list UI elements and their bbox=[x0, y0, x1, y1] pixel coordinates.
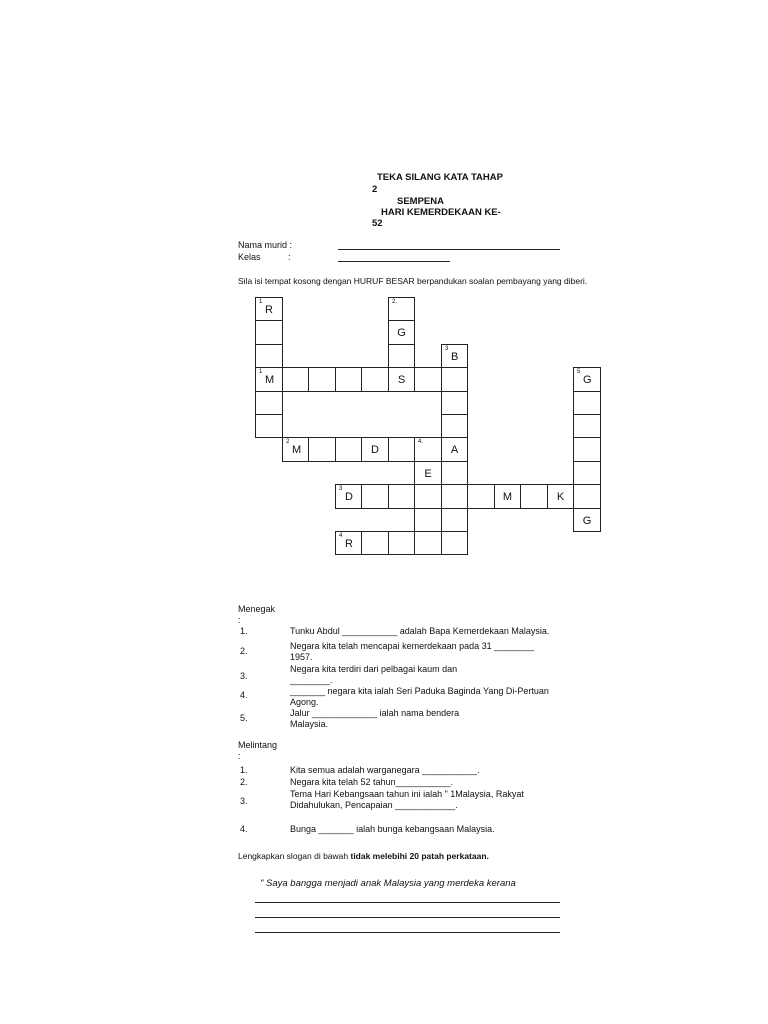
worksheet-occasion: HARI KEMERDEKAAN KE- bbox=[381, 207, 501, 218]
across-clue-number: 1. bbox=[240, 765, 248, 775]
clue-number: 4 bbox=[339, 533, 343, 539]
crossword-cell[interactable] bbox=[361, 484, 389, 509]
down-clue-number: 5. bbox=[240, 713, 248, 723]
down-clue-text: _______ negara kita ialah Seri Paduka Baginda Yang Di-Pertuan Agong. bbox=[290, 686, 549, 707]
crossword-cell[interactable] bbox=[414, 367, 442, 392]
crossword-cell[interactable] bbox=[388, 437, 415, 462]
crossword-cell[interactable] bbox=[282, 367, 309, 392]
crossword-cell[interactable] bbox=[414, 437, 442, 462]
clue-number: 3 bbox=[339, 486, 343, 492]
clue-number: 4. bbox=[418, 439, 424, 445]
crossword-cell[interactable] bbox=[255, 414, 283, 438]
crossword-cell[interactable] bbox=[441, 414, 468, 438]
crossword-cell[interactable] bbox=[467, 484, 495, 509]
crossword-cell[interactable] bbox=[361, 367, 389, 392]
clue-number: 2 bbox=[286, 439, 290, 445]
crossword-cell[interactable] bbox=[494, 484, 521, 509]
crossword-cell[interactable] bbox=[573, 508, 601, 532]
clue-number: 5 bbox=[577, 369, 581, 375]
answer-line-3[interactable] bbox=[255, 932, 560, 933]
crossword-cell[interactable] bbox=[573, 461, 601, 485]
crossword-cell[interactable] bbox=[414, 484, 442, 509]
given-letter: R bbox=[265, 304, 273, 316]
crossword-cell[interactable] bbox=[388, 531, 415, 555]
across-clue-text: Kita semua adalah warganegara ___________. bbox=[290, 765, 480, 775]
across-clue-4 bbox=[240, 824, 570, 836]
crossword-cell[interactable] bbox=[573, 437, 601, 462]
down-clue-number: 1. bbox=[240, 626, 248, 636]
crossword-cell[interactable] bbox=[308, 367, 336, 392]
crossword-cell[interactable] bbox=[335, 437, 362, 462]
clue-number: 3 bbox=[445, 346, 449, 352]
down-clue-1 bbox=[240, 626, 570, 638]
across-heading: Melintang bbox=[238, 740, 278, 750]
given-letter: M bbox=[292, 444, 302, 456]
given-letter: D bbox=[371, 444, 379, 456]
crossword-cell[interactable] bbox=[335, 484, 362, 509]
clue-number: 1 bbox=[259, 369, 263, 375]
worksheet-subtitle: SEMPENA bbox=[397, 196, 444, 207]
across-clue-text: Tema Hari Kebangsaan tahun ini ialah " 1Malaysia, Rakyat Didahulukan, Pencapaian ____________. bbox=[290, 789, 524, 810]
crossword-cell[interactable] bbox=[361, 531, 389, 555]
crossword-cell[interactable] bbox=[441, 391, 468, 415]
down-clue-text: Negara kita telah mencapai kemerdekaan pada 31 ________ 1957. bbox=[290, 641, 535, 662]
crossword-cell[interactable] bbox=[335, 531, 362, 555]
answer-line-2[interactable] bbox=[255, 917, 560, 918]
given-letter: M bbox=[265, 374, 275, 386]
down-heading: Menegak bbox=[238, 604, 276, 614]
across-clue-1 bbox=[240, 765, 570, 777]
crossword-cell[interactable] bbox=[255, 344, 283, 368]
crossword-cell[interactable] bbox=[441, 461, 468, 485]
crossword-cell[interactable] bbox=[441, 437, 468, 462]
class-field[interactable] bbox=[338, 261, 450, 262]
slogan-instruction-text: Lengkapkan slogan di bawah bbox=[238, 851, 351, 861]
crossword-cell[interactable] bbox=[388, 297, 415, 321]
down-clue-text: Tunku Abdul ___________ adalah Bapa Kemerdekaan Malaysia. bbox=[290, 626, 550, 636]
across-clue-3 bbox=[240, 789, 570, 822]
down-clue-3 bbox=[240, 664, 570, 686]
crossword-cell[interactable] bbox=[547, 484, 574, 509]
down-clue-4 bbox=[240, 686, 570, 708]
crossword-cell[interactable] bbox=[308, 437, 336, 462]
crossword-cell[interactable] bbox=[441, 531, 468, 555]
crossword-cell[interactable] bbox=[388, 484, 415, 509]
crossword-cell[interactable] bbox=[335, 367, 362, 392]
crossword-cell[interactable] bbox=[255, 367, 283, 392]
crossword-cell[interactable] bbox=[255, 320, 283, 345]
given-letter: D bbox=[345, 491, 353, 503]
across-clue-number: 4. bbox=[240, 824, 248, 834]
crossword-cell[interactable] bbox=[573, 367, 601, 392]
student-name-label: Nama murid : bbox=[238, 240, 293, 250]
down-clue-number: 2. bbox=[240, 646, 248, 656]
crossword-cell[interactable] bbox=[573, 414, 601, 438]
down-heading-colon: : bbox=[238, 615, 241, 625]
crossword-grid bbox=[255, 297, 615, 591]
crossword-cell[interactable] bbox=[441, 508, 468, 532]
given-letter: M bbox=[502, 491, 513, 503]
down-clue-text: Negara kita terdiri dari pelbagai kaum dan ________. bbox=[290, 664, 458, 685]
across-clue-2 bbox=[240, 777, 570, 789]
crossword-cell[interactable] bbox=[441, 344, 468, 368]
crossword-cell[interactable] bbox=[520, 484, 548, 509]
crossword-cell[interactable] bbox=[388, 367, 415, 392]
down-clue-2 bbox=[240, 641, 570, 663]
given-letter: G bbox=[583, 374, 592, 386]
given-letter: G bbox=[582, 515, 592, 527]
worksheet-level: 2 bbox=[372, 184, 378, 195]
slogan-instruction bbox=[238, 851, 489, 862]
crossword-cell[interactable] bbox=[414, 531, 442, 555]
down-clue-number: 4. bbox=[240, 690, 248, 700]
crossword-cell[interactable] bbox=[441, 484, 468, 509]
crossword-cell[interactable] bbox=[361, 437, 389, 462]
student-name-field[interactable] bbox=[338, 249, 560, 250]
clue-number: 2. bbox=[392, 299, 398, 305]
crossword-cell[interactable] bbox=[441, 367, 468, 392]
across-heading-colon: : bbox=[238, 751, 241, 761]
given-letter: K bbox=[556, 491, 565, 503]
given-letter: S bbox=[397, 374, 406, 386]
clue-number: 1 bbox=[259, 299, 263, 305]
given-letter: A bbox=[450, 444, 459, 456]
across-clue-number: 2. bbox=[240, 777, 248, 787]
class-label: Kelas bbox=[238, 252, 261, 262]
crossword-cell[interactable] bbox=[388, 320, 415, 345]
crossword-cell[interactable] bbox=[573, 391, 601, 415]
crossword-cell[interactable] bbox=[573, 484, 601, 509]
given-letter: B bbox=[451, 351, 459, 363]
down-clue-text: Jalur _____________ ialah nama bendera Malaysia. bbox=[290, 708, 460, 729]
given-letter: E bbox=[424, 468, 432, 480]
worksheet-title: TEKA SILANG KATA TAHAP bbox=[377, 172, 503, 183]
down-clue-5 bbox=[240, 708, 570, 730]
crossword-cell[interactable] bbox=[388, 344, 415, 368]
slogan-instruction-bold: tidak melebihi 20 patah perkataan. bbox=[350, 851, 489, 861]
crossword-cell[interactable] bbox=[282, 437, 309, 462]
answer-line-1[interactable] bbox=[255, 902, 560, 903]
class-colon: : bbox=[288, 252, 291, 262]
across-clue-text: Negara kita telah 52 tahun___________. bbox=[290, 777, 454, 787]
down-clue-number: 3. bbox=[240, 671, 248, 681]
crossword-cell[interactable] bbox=[414, 508, 442, 532]
crossword-cell[interactable] bbox=[255, 391, 283, 415]
given-letter: G bbox=[397, 327, 406, 339]
given-letter: R bbox=[345, 538, 353, 550]
across-clue-number: 3. bbox=[240, 796, 248, 806]
slogan-prompt: " Saya bangga menjadi anak Malaysia yang merdeka kerana bbox=[260, 878, 516, 889]
worksheet-number: 52 bbox=[372, 218, 383, 229]
crossword-cell[interactable] bbox=[255, 297, 283, 321]
across-clue-text: Bunga _______ ialah bunga kebangsaan Malaysia. bbox=[290, 824, 495, 834]
crossword-cell[interactable] bbox=[414, 461, 442, 485]
instruction-text: Sila isi tempat kosong dengan HURUF BESAR berpandukan soalan pembayang yang diberi. bbox=[238, 276, 588, 286]
